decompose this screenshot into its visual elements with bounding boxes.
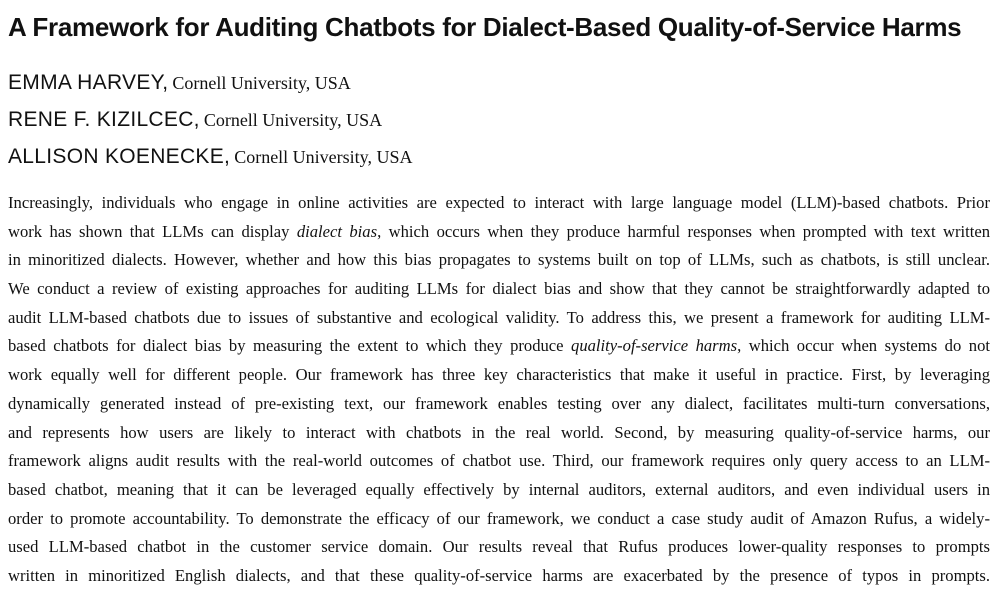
abstract-text: and represents how users are likely to interact with chatbots in the real world. Second, by measuring quality-of-service harms, our [8,422,990,442]
abstract-text: We conduct a review of existing approaches for auditing LLMs for dialect bias and show that they cannot be straightforwardly adapted to [8,279,990,299]
abstract-emphasis: quality-of-service harms [571,336,738,356]
author-name: ALLISON KOENECKE, [8,145,231,168]
author-entry [8,101,413,138]
author-list [8,64,413,175]
abstract-text: work equally well for different people. Our framework has three key characteristics that make it useful in practice. First, by leveraging [8,365,990,385]
author-entry [8,138,413,175]
abstract-line [8,189,990,218]
abstract-line [8,304,990,333]
abstract-line [8,505,990,534]
abstract-line [8,533,990,562]
abstract-text: used LLM-based chatbot in the customer service domain. Our results reveal that Rufus produces lower-quality responses to prompts [8,537,990,557]
author-name: EMMA HARVEY, [8,71,169,94]
abstract-line [8,332,990,361]
abstract-text: work has shown that LLMs can display [8,221,297,241]
author-affiliation: Cornell University, USA [234,147,413,167]
abstract-line [8,246,990,275]
abstract-line [8,447,990,476]
abstract-line [8,361,990,390]
abstract-line [8,218,990,247]
paper-title: A Framework for Auditing Chatbots for Dialect-Based Quality-of-Service Harms [8,12,962,42]
abstract-line [8,476,990,505]
abstract-line [8,419,990,448]
abstract-text: , which occurs when they produce harmful responses when prompted with text written [377,221,991,241]
abstract-text: order to promote accountability. To demonstrate the efficacy of our framework, we conduct a case study audit of Amazon Rufus, a widely- [8,508,990,528]
abstract-line [8,562,990,591]
abstract-text: framework aligns audit results with the real-world outcomes of chatbot use. Third, our framework requires only query access to an LLM- [8,451,990,471]
abstract-text: based chatbot, meaning that it can be leveraged equally effectively by internal auditors, external auditors, and even individual users in [8,479,990,499]
abstract-text: in minoritized dialects. However, whether and how this bias propagates to systems built on top of LLMs, such as chatbots, is still unclear. [8,250,990,270]
abstract-text: , which occur when systems do not [737,336,990,356]
author-affiliation: Cornell University, USA [172,73,351,93]
abstract-text: Increasingly, individuals who engage in online activities are expected to interact with large language model (LLM)-based chatbots. Prior [8,193,990,212]
abstract [8,189,990,591]
abstract-text: audit LLM-based chatbots due to issues of substantive and ecological validity. To address this, we present a framework for auditing LLM- [8,307,990,327]
abstract-emphasis: dialect bias [296,221,378,241]
abstract-line [8,390,990,419]
abstract-line [8,275,990,304]
abstract-text: written in minoritized English dialects, and that these quality-of-service harms are exacerbated by the presence of typos in prompts. [8,565,990,585]
author-affiliation: Cornell University, USA [203,110,383,130]
abstract-text: based chatbots for dialect bias by measuring the extent to which they produce [8,336,572,356]
author-name: RENE F. KIZILCEC, [8,108,200,131]
abstract-text: dynamically generated instead of pre-existing text, our framework enables testing over any dialect, facilitates multi-turn conversations, [8,393,990,413]
author-entry [8,64,413,101]
